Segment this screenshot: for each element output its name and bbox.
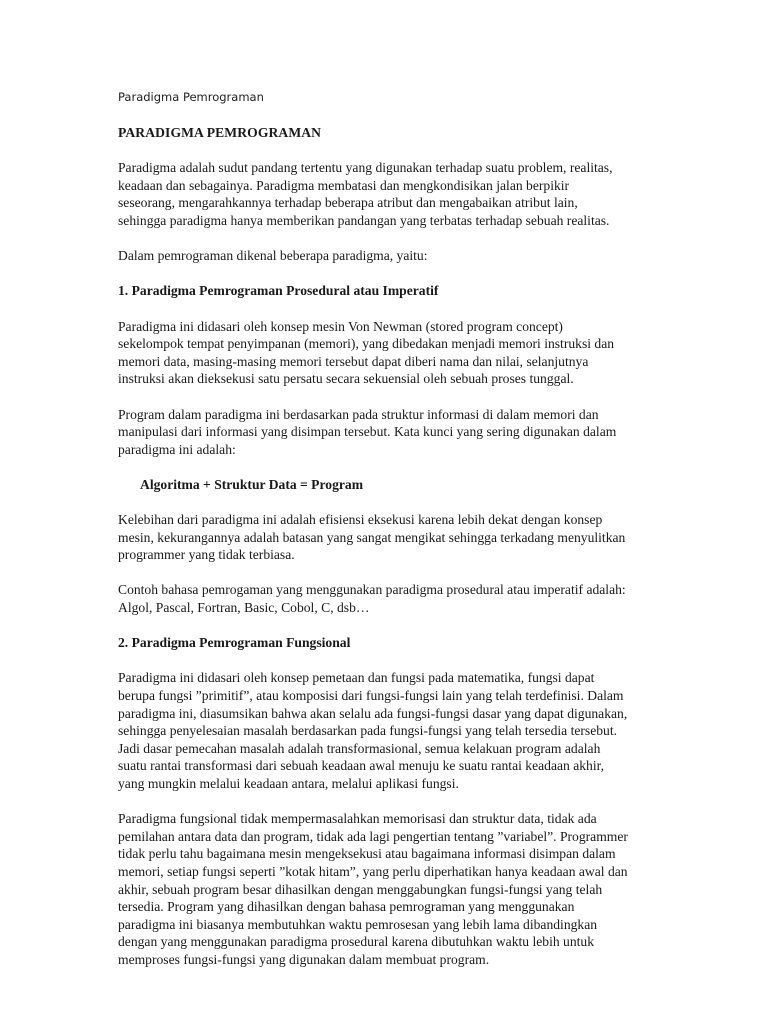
text-line: Contoh bahasa pemrogaman yang menggunakan paradigma prosedural atau imperatif adalah: (118, 582, 626, 598)
text-line: tersedia. Program yang dihasilkan dengan bahasa pemrograman yang menggunakan (118, 899, 575, 915)
text-line: Algol, Pascal, Fortran, Basic, Cobol, C, dsb… (118, 600, 370, 616)
section-heading-procedural: 1. Paradigma Pemrograman Prosedural atau Imperatif (118, 283, 439, 299)
text-line: paradigma ini biasanya membutuhkan waktu pemrosesan yang lebih lama dibandingkan (118, 916, 598, 932)
text-line: programmer yang tidak terbiasa. (118, 547, 295, 563)
text-line: dengan yang menggunakan paradigma prosedural karena dibutuhkan waktu lebih untuk (118, 934, 595, 950)
text-line: paradigma ini, diasumsikan bahwa akan selalu ada fungsi-fungsi dasar yang dapat digunakan, (118, 705, 628, 721)
running-header: Paradigma Pemrograman (118, 90, 264, 104)
intro-paragraph (118, 159, 664, 229)
text-line: Program dalam paradigma ini berdasarkan pada struktur informasi di dalam memori dan (118, 406, 599, 422)
text-line: memori, setiap fungsi seperti ”kotak hitam”, yang perlu diperhatikan hanya keadaan awal dan (118, 863, 628, 879)
text-line: berupa fungsi ”primitif”, atau komposisi dari fungsi-fungsi lain yang telah terdefinisi. Dalam (118, 688, 624, 703)
section-heading-functional: 2. Paradigma Pemrograman Fungsional (118, 635, 351, 651)
text-line: Paradigma fungsional tidak mempermasalahkan memorisasi dan struktur data, tidak ada (118, 811, 597, 827)
procedural-paragraph-4 (118, 581, 664, 616)
text-line: memori data, masing-masing memori tersebut dapat diberi nama dan nilai, selanjutnya (118, 353, 589, 369)
text-line: sekelompok tempat penyimpanan (memori), yang dibedakan menjadi memori instruksi dan (118, 336, 615, 352)
text-line: mesin, kekurangannya adalah batasan yang sangat mengikat sehingga terkadang menyulitkan (118, 529, 626, 545)
text-line: paradigma ini adalah: (118, 441, 236, 457)
text-line: tidak perlu tahu bagaimana mesin mengeksekusi atau bagaimana informasi disimpan dalam (118, 846, 616, 862)
formula-line: Algoritma + Struktur Data = Program (140, 476, 364, 492)
procedural-paragraph-2 (118, 406, 664, 459)
list-intro-paragraph (118, 247, 664, 265)
text-line: seseorang, mengarahkannya terhadap beberapa atribut dan mengabaikan atribut lain, (118, 195, 578, 211)
document-title: PARADIGMA PEMROGRAMAN (118, 125, 322, 140)
text-line: Paradigma ini didasari oleh konsep pemetaan dan fungsi pada matematika, fungsi dapat (118, 670, 595, 686)
text-line: keadaan dan sebagainya. Paradigma membatasi dan mengkondisikan jalan berpikir (118, 177, 570, 193)
text-line: Paradigma ini didasari oleh konsep mesin Von Newman (stored program concept) (118, 318, 563, 334)
procedural-paragraph-3 (118, 511, 664, 564)
text-line: memproses fungsi-fungsi yang digunakan dalam membuat program. (118, 951, 490, 967)
text-line: manipulasi dari informasi yang disimpan tersebut. Kata kunci yang sering digunakan dalam (118, 424, 617, 440)
functional-paragraph-2 (118, 810, 664, 968)
text-line: yang mungkin melalui keadaan antara, melalui aplikasi fungsi. (118, 775, 459, 791)
text-line: Dalam pemrograman dikenal beberapa paradigma, yaitu: (118, 248, 428, 264)
text-line: sehingga paradigma hanya memberikan pandangan yang terbatas terhadap sebuah realitas. (118, 212, 610, 228)
text-line: suatu rantai transformasi dari sebuah keadaan awal menuju ke suatu rantai keadaan akhir, (118, 758, 604, 774)
functional-paragraph-1 (118, 669, 664, 792)
procedural-paragraph-1 (118, 318, 664, 388)
document-body (118, 124, 664, 986)
text-line: Kelebihan dari paradigma ini adalah efisiensi eksekusi karena lebih dekat dengan konsep (118, 512, 603, 528)
text-line: instruksi akan dieksekusi satu persatu secara sekuensial oleh sebuah proses tunggal. (118, 371, 574, 387)
text-line: pemilahan antara data dan program, tidak ada lagi pengertian tentang ”variabel”. Programmer (118, 828, 628, 844)
text-line: sehingga penyelesaian masalah berdasarkan pada fungsi-fungsi yang telah tersedia tersebut. (118, 723, 618, 739)
text-line: Jadi dasar pemecahan masalah adalah transformasional, semua kelakuan program adalah (118, 740, 601, 756)
text-line: akhir, sebuah program besar dihasilkan dengan menggabungkan fungsi-fungsi yang telah (118, 881, 603, 897)
text-line: Paradigma adalah sudut pandang tertentu yang digunakan terhadap suatu problem, realitas, (118, 160, 613, 176)
